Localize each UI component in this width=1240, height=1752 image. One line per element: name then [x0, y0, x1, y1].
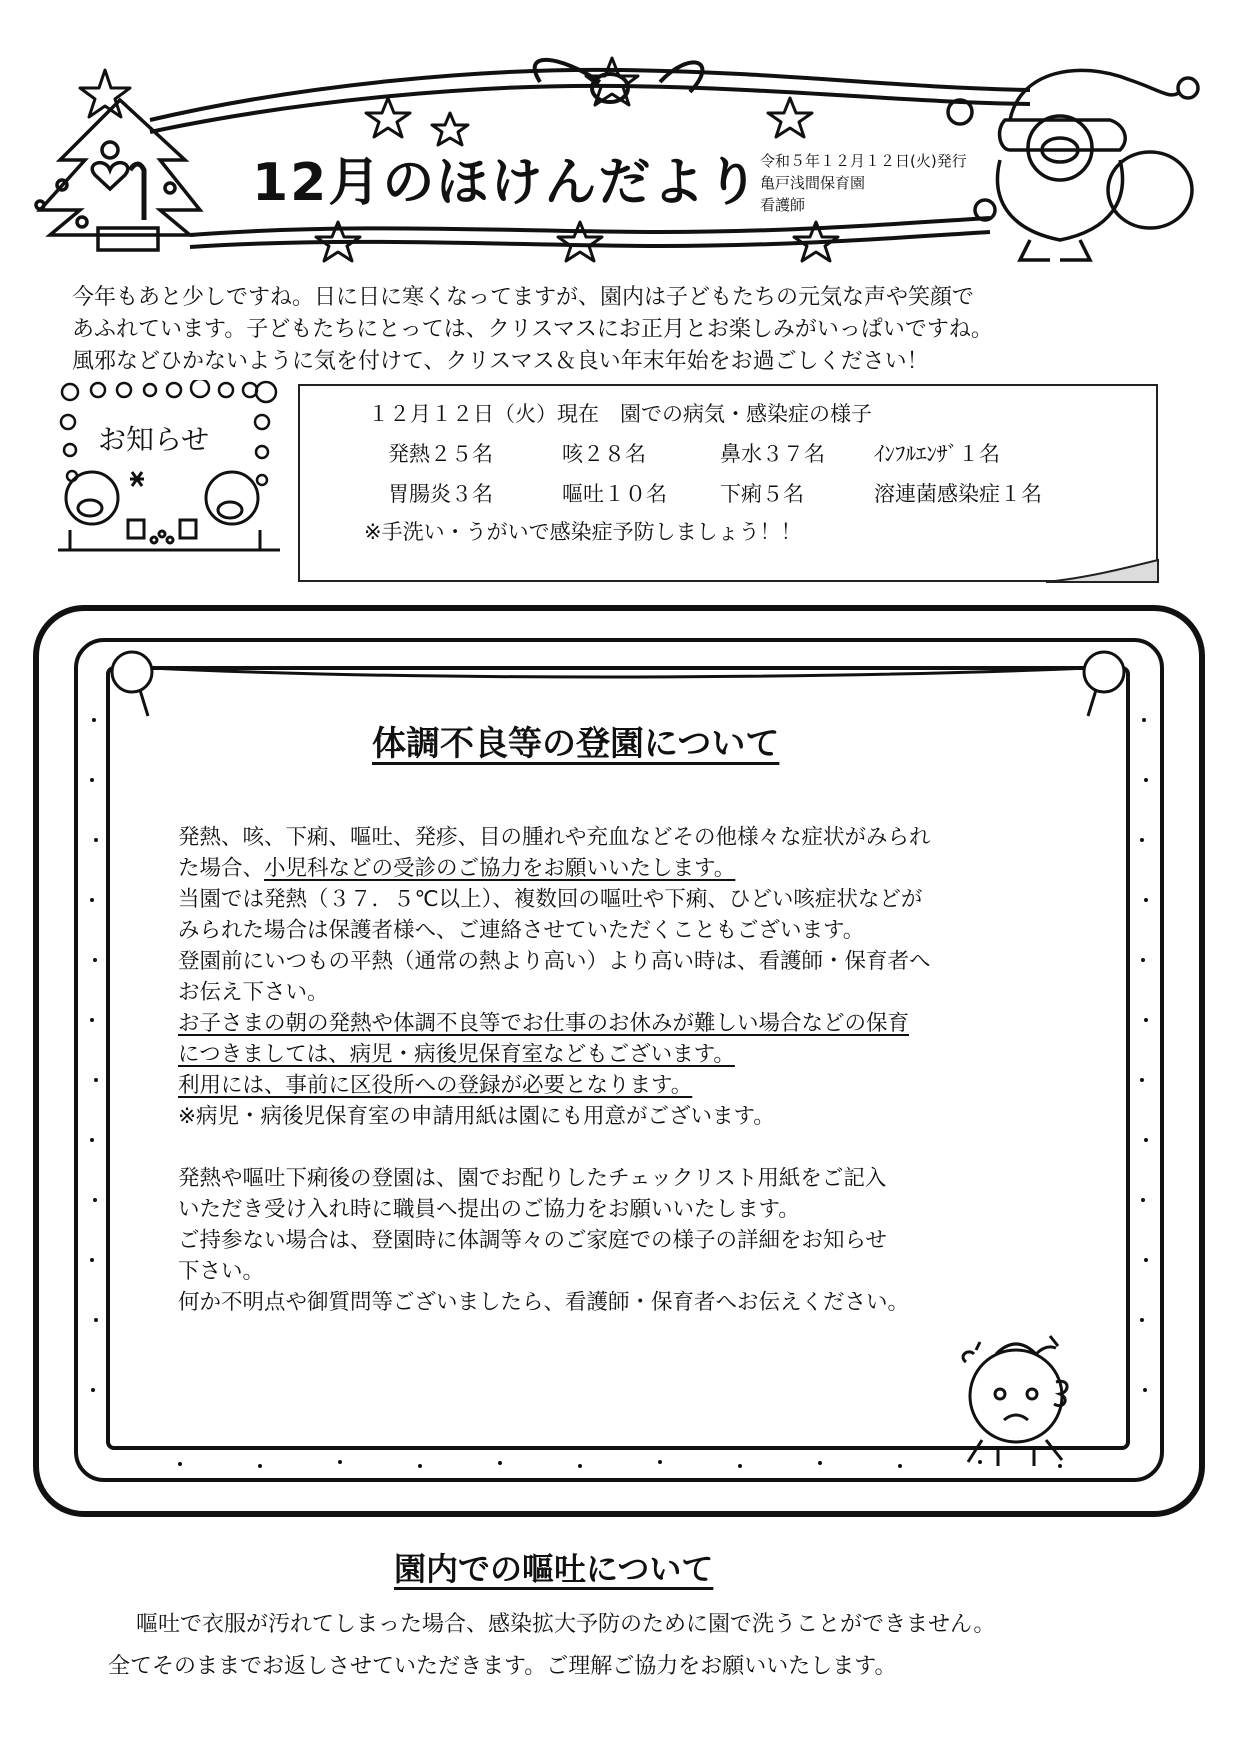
- body-line-underlined: につきましては、病児・病後児保育室などもございます。: [178, 1042, 735, 1067]
- page-curl-icon: [1046, 558, 1160, 584]
- body-line: 嘔吐で衣服が汚れてしまった場合、感染拡大予防のために園で洗うことができません。: [136, 1612, 996, 1637]
- stat-influenza: ｲﾝﾌﾙｴﾝｻﾞ１名: [874, 442, 1000, 466]
- page-title: 12月のほけんだより: [252, 153, 761, 213]
- sick-child-icon: [946, 1330, 1106, 1470]
- ornament-icon: [112, 652, 1124, 716]
- body-line: 発熱、咳、下痢、嘔吐、発疹、目の腫れや充血などその他様々な症状がみられ: [178, 825, 931, 850]
- stat-gastroenteritis: 胃腸炎３名: [388, 482, 493, 506]
- sick-attendance-body: [178, 822, 1078, 1318]
- notice-label: お知らせ: [98, 423, 210, 456]
- intro-line: 風邪などひかないように気を付けて、クリスマス＆良い年末年始をお過ごしください！: [72, 349, 929, 374]
- section-title-vomiting: 園内での嘔吐について: [394, 1550, 714, 1588]
- stat-fever: 発熱２５名: [388, 442, 493, 466]
- author-role: 看護師: [760, 196, 806, 214]
- body-line: ※病児・病後児保育室の申請用紙は園にも用意がございます。: [178, 1104, 775, 1129]
- body-line: 全てそのままでお返しさせていただきます。ご理解ご協力をお願いいたします。: [108, 1654, 897, 1679]
- intro-line: 今年もあと少しですね。日に日に寒くなってますが、園内は子どもたちの元気な声や笑顔で: [72, 285, 975, 310]
- body-line: 当園では発熱（３７．５℃以上）、複数回の嘔吐や下痢、ひどい咳症状などが: [178, 887, 923, 912]
- intro-line: あふれています。子どもたちにとっては、クリスマスにお正月とお楽しみがいっぱいですね。: [72, 317, 993, 342]
- body-line: 下さい。: [178, 1259, 265, 1284]
- status-note: ※手洗い・うがいで感染症予防しましょう！！: [364, 520, 802, 544]
- thought-bubble-icon: [50, 380, 290, 560]
- body-line: ご持参ない場合は、登園時に体調等々のご家庭での様子の詳細をお知らせ: [178, 1228, 887, 1253]
- intro-paragraph: [72, 282, 1182, 378]
- stat-runny-nose: 鼻水３７名: [720, 442, 825, 466]
- vomiting-body: [108, 1604, 1168, 1688]
- body-line-underlined: 利用には、事前に区役所への登録が必要となります。: [178, 1073, 693, 1098]
- body-line: お伝え下さい。: [178, 980, 329, 1005]
- issue-info: [760, 150, 967, 216]
- organization-name: 亀戸浅間保育園: [760, 174, 866, 192]
- issue-date: 令和５年１２月１２日(火)発行: [760, 152, 967, 170]
- body-line: た場合、小児科などの受診のご協力をお願いいたします。: [178, 856, 736, 881]
- body-line: 発熱や嘔吐下痢後の登園は、園でお配りしたチェックリスト用紙をご記入: [178, 1166, 887, 1191]
- children-icon: [58, 472, 280, 550]
- body-line: みられた場合は保護者様へ、ご連絡させていただくこともございます。: [178, 918, 865, 943]
- section-title-sick-attendance: 体調不良等の登園について: [372, 724, 780, 764]
- body-line: いただき受け入れ時に職員へ提出のご協力をお願いいたします。: [178, 1197, 800, 1222]
- christmas-tree-icon: [36, 100, 200, 250]
- header-banner: [0, 0, 1240, 270]
- body-line: 何か不明点や御質問等ございましたら、看護師・保育者へお伝えください。: [178, 1290, 910, 1315]
- body-line-underlined: お子さまの朝の発熱や体調不良等でお仕事のお休みが難しい場合などの保育: [178, 1011, 910, 1036]
- stat-vomiting: 嘔吐１０名: [562, 482, 667, 506]
- body-line: 登園前にいつもの平熱（通常の熱より高い）より高い時は、看護師・保育者へ: [178, 949, 931, 974]
- stat-diarrhea: 下痢５名: [720, 482, 804, 506]
- underlined-text: 小児科などの受診のご協力をお願いいたします。: [264, 856, 736, 881]
- stat-cough: 咳２８名: [562, 442, 646, 466]
- status-title: １２月１２日（火）現在 園での病気・感染症の様子: [368, 402, 872, 426]
- stat-strep: 溶連菌感染症１名: [874, 482, 1042, 506]
